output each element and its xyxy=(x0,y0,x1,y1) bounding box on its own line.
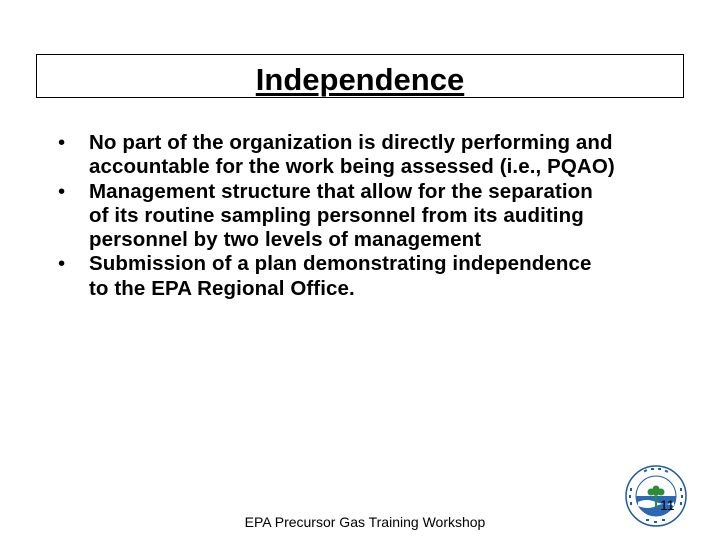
footer-text: EPA Precursor Gas Training Workshop xyxy=(244,514,486,530)
bullet-text: Management structure that allow for the separation of its routine sampling personnel from its auditing personnel by two levels of management xyxy=(89,179,593,252)
bullet-text: Submission of a plan demonstrating independence to the EPA Regional Office. xyxy=(89,252,592,300)
epa-seal-icon xyxy=(624,464,688,528)
bullet-item xyxy=(56,180,616,253)
bullet-list xyxy=(56,131,616,301)
bullet-icon: • xyxy=(58,252,66,276)
bullet-item xyxy=(56,252,616,301)
bullet-icon: • xyxy=(58,131,66,154)
slide-title: Independence xyxy=(255,62,465,97)
page-number: 11 xyxy=(660,497,675,513)
bullet-icon: • xyxy=(58,179,66,203)
title-box xyxy=(36,54,684,98)
bullet-text: No part of the organization is directly performing and accountable for the work being assessed (i.e., PQAO) xyxy=(89,131,615,179)
bullet-item xyxy=(56,131,616,180)
